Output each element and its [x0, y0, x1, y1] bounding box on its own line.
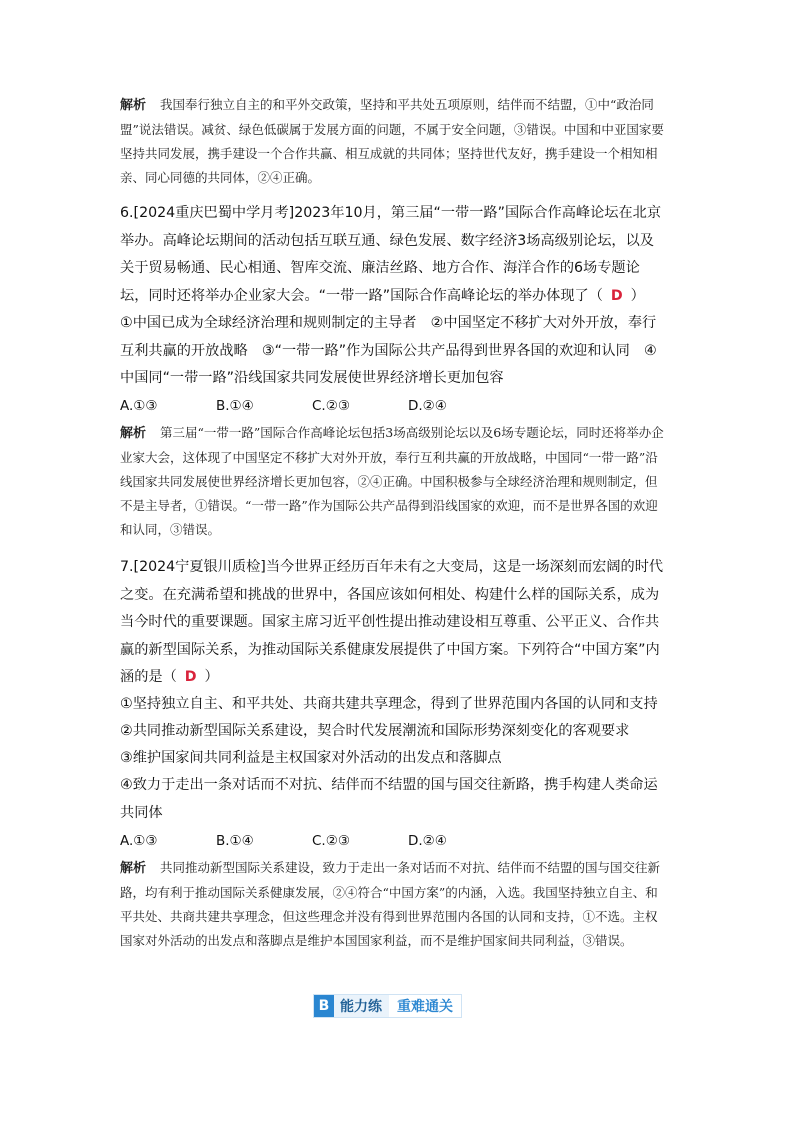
analysis-text: 共同推动新型国际关系建设，致力于走出一条对话而不对抗、结伴而不结盟的国与国交往新路，均有利于推动国际关系健康发展，②④符合“中国方案”的内涵，入选。我国坚持独立自主、和平共处、共商共建共享理念，但这些理念并没有得到世界范围内各国的认同和支持，①不选。主权国家对外活动的出发点和落脚点是维护本国国家利益，而不是维护国家间共同利益，③错误。: [120, 860, 661, 948]
analysis-text: 第三届“一带一路”国际合作高峰论坛包括3场高级别论坛以及6场专题论坛，同时还将举办企业家大会，这体现了中国坚定不移扩大对外开放，奉行互利共赢的开放战略，中国同“一带一路”沿线国家共同发展使世界经济增长更加包容，②④正确。中国积极参与全球经济治理和规则制定，但不是主导者，①错误。“一带一路”作为国际公共产品得到沿线国家的欢迎，而不是世界各国的欢迎和认同，③错误。: [120, 425, 664, 537]
question-stem: 7.[2024宁夏银川质检]当今世界正经历百年未有之大变局，这是一场深刻而宏阔的时代之变。在充满希望和挑战的世界中，各国应该如何相处、构建什么样的国际关系，成为当今时代的重要课题。国家主席习近平创性提出推动建设相互尊重、公平正义、合作共赢的新型国际关系，为推动国际关系健康发展提供了中国方案。下列符合“中国方案”内涵的是（: [120, 559, 664, 685]
question-stem: 6.[2024重庆巴蜀中学月考]2023年10月，第三届“一带一路”国际合作高峰论坛在北京举办。高峰论坛期间的活动包括互联互通、绿色发展、数字经济3场高级别论坛，以及关于贸易畅通、民心相通、智库交流、廉洁丝路、地方合作、海洋合作的6场专题论坛，同时还将举办企业家大会。“一带一路”国际合作高峰论坛的举办体现了（: [120, 205, 662, 304]
section-banner: [313, 994, 462, 1018]
question-stem-end: ）: [204, 669, 219, 685]
option-d: D.②④: [408, 398, 447, 414]
statement-1: ①坚持独立自主、和平共处、共商共建共享理念，得到了世界范围内各国的认同和支持: [120, 696, 658, 712]
analysis-text: 我国奉行独立自主的和平外交政策，坚持和平共处五项原则，结伴而不结盟，①中“政治同盟”说法错误。减贫、绿色低碳属于发展方面的问题，不属于安全问题，③错误。中国和中亚国家要坚持共同发展，携手建设一个合作共赢、相互成就的共同体；坚持世代友好，携手建设一个相知相亲、同心同德的共同体，②④正确。: [120, 97, 664, 185]
section-title: 能力练: [340, 999, 382, 1015]
statement-3: ③维护国家间共同利益是主权国家对外活动的出发点和落脚点: [120, 750, 502, 766]
analysis-label: 解析: [120, 426, 147, 441]
analysis-label: 解析: [120, 98, 147, 113]
answer-letter: D: [610, 287, 623, 304]
option-b: B.①④: [216, 398, 254, 414]
question-6-statements: [120, 310, 668, 393]
analysis-q6: [120, 421, 668, 542]
question-6-options: [120, 394, 668, 418]
option-a: A.①③: [120, 398, 158, 414]
section-letter-badge: B: [314, 995, 334, 1017]
option-a: A.①③: [120, 833, 158, 849]
analysis-label: 解析: [120, 861, 147, 876]
question-6: [120, 200, 668, 310]
statements-text: ①中国已成为全球经济治理和规则制定的主导者 ②中国坚定不移扩大对外开放，奉行互利共赢的开放战略 ③“一带一路”作为国际公共产品得到世界各国的欢迎和认同 ④中国同“一带一路”沿线国家共同发展使世界经济增长更加包容: [120, 315, 657, 386]
question-7-options: [120, 829, 668, 853]
answer-letter: D: [184, 669, 197, 685]
question-stem-end: ）: [630, 287, 645, 304]
option-c: C.②③: [312, 833, 350, 849]
statement-2: ②共同推动新型国际关系建设，契合时代发展潮流和国际形势深刻变化的客观要求: [120, 723, 630, 739]
option-b: B.①④: [216, 833, 254, 849]
question-7: [120, 554, 668, 692]
analysis-q7: [120, 856, 668, 953]
statement-4: ④致力于走出一条对话而不对抗、结伴而不结盟的国与国交往新路，携手构建人类命运共同体: [120, 777, 658, 821]
analysis-q5: [120, 93, 668, 190]
section-subtitle: 重难通关: [389, 995, 461, 1017]
option-d: D.②④: [408, 833, 447, 849]
option-c: C.②③: [312, 398, 350, 414]
